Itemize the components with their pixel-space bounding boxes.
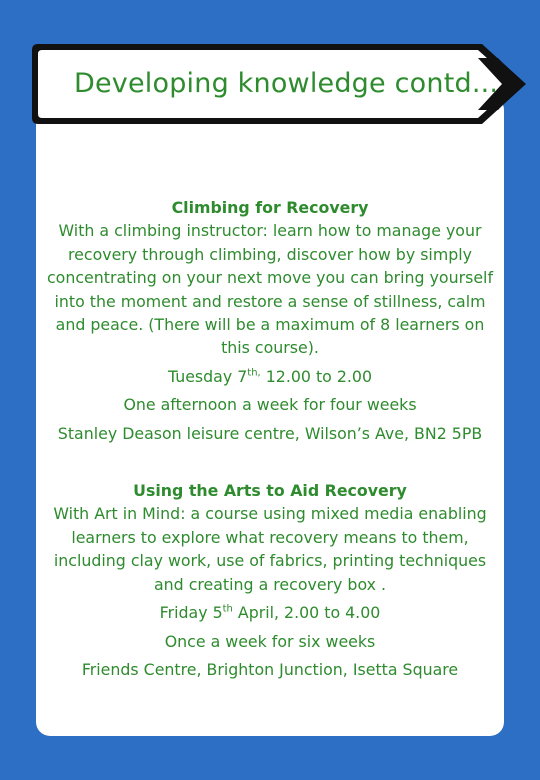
course-climbing xyxy=(40,196,500,445)
course-frequency: One afternoon a week for four weeks xyxy=(123,395,417,415)
course-description: With Art in Mind: a course using mixed media enabling learners to explore what recovery means to them, including clay work, use of fabrics, printing techniques and creating a recovery box . xyxy=(53,504,487,594)
course-frequency: Once a week for six weeks xyxy=(164,631,376,651)
course-description: With a climbing instructor: learn how to manage your recovery through climbing, discover how by simply concentrating on your next move you can bring yourself into the moment and restore a sense of stillness, calm and peace. (There will be a maximum of 8 learners on this course). xyxy=(46,221,494,358)
course-location: Stanley Deason leisure centre, Wilson’s Ave, BN2 5PB xyxy=(57,423,483,443)
page-title: Developing knowledge contd... xyxy=(74,68,499,99)
course-date: Tuesday $7^{th,}$ 12.00 to 2.00 xyxy=(167,366,373,386)
course-date: Friday 5th April, 2.00 to 4.00 xyxy=(159,603,381,623)
course-list xyxy=(40,196,500,681)
course-arts xyxy=(40,479,500,681)
title-banner xyxy=(30,40,530,128)
course-location: Friends Centre, Brighton Junction, Isetta Square xyxy=(81,659,459,679)
course-title: Using the Arts to Aid Recovery xyxy=(133,481,407,501)
course-title: Climbing for Recovery xyxy=(171,198,369,217)
